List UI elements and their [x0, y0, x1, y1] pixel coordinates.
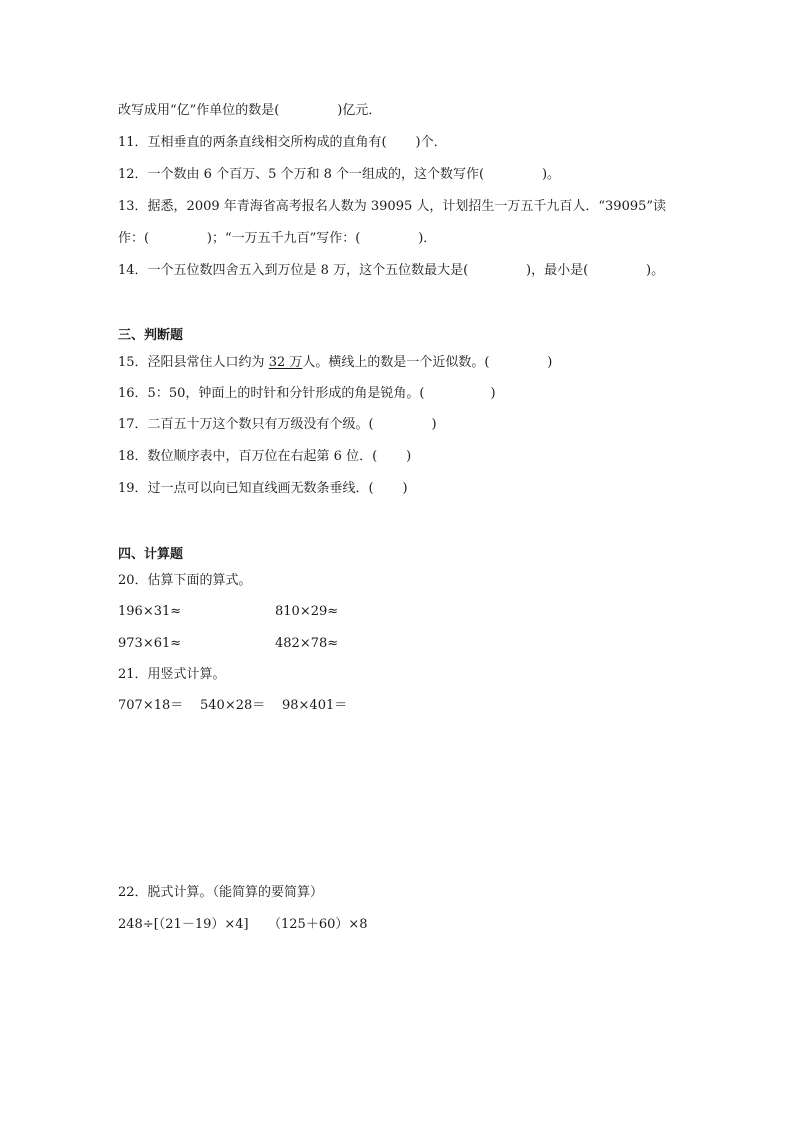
estimate-item-3: 973×61≈ [118, 636, 182, 651]
estimate-item-1: 196×31≈ [118, 604, 182, 619]
question-18: 18．数位顺序表中，百万位在右起第 6 位．( ) [118, 449, 412, 464]
question-15 [118, 354, 552, 372]
question-17: 17．二百五十万这个数只有万级没有个级。( ) [118, 417, 437, 432]
question-12: 12．一个数由 6 个百万、5 个万和 8 个一组成的，这个数写作( )。 [118, 167, 561, 182]
stepwise-calc-item-2: （125＋60）×8 [268, 917, 368, 932]
question-13-line-2: 作：( )；“一万五千九百”写作：( )． [118, 231, 437, 246]
estimate-item-4: 482×78≈ [275, 636, 339, 651]
stepwise-calc-item-1: 248÷[（21－19）×4] [118, 917, 249, 932]
question-14: 14．一个五位数四舍五入到万位是 8 万，这个五位数最大是( )，最小是( )。 [118, 263, 665, 278]
question-15-underlined-number: 32 万 [268, 355, 303, 370]
question-19: 19．过一点可以向已知直线画无数条垂线．( ) [118, 481, 408, 496]
question-16: 16．5：50，钟面上的时针和分针形成的角是锐角。( ) [118, 386, 496, 401]
question-10-continuation: 改写成用“亿”作单位的数是( )亿元． [118, 103, 382, 118]
question-20-title: 20．估算下面的算式。 [118, 573, 252, 588]
question-22-title: 22．脱式计算。（能简算的要简算） [118, 885, 324, 900]
vertical-calc-item-3: 98×401＝ [282, 698, 348, 713]
vertical-calc-item-2: 540×28＝ [200, 698, 266, 713]
question-15-text-before: 15．泾阳县常住人口约为 [118, 355, 269, 370]
question-13-line-1: 13．据悉，2009 年青海省高考报名人数为 39095 人，计划招生一万五千九百人．“39095”读 [118, 199, 667, 214]
estimate-item-2: 810×29≈ [275, 604, 339, 619]
section-4-heading: 四、计算题 [118, 547, 184, 562]
vertical-calc-item-1: 707×18＝ [118, 698, 184, 713]
question-15-text-after: 人。横线上的数是一个近似数。( ) [302, 355, 553, 370]
question-21-title: 21．用竖式计算。 [118, 667, 226, 682]
section-3-heading: 三、判断题 [118, 328, 184, 343]
question-11: 11．互相垂直的两条直线相交所构成的直角有( )个． [118, 135, 447, 150]
